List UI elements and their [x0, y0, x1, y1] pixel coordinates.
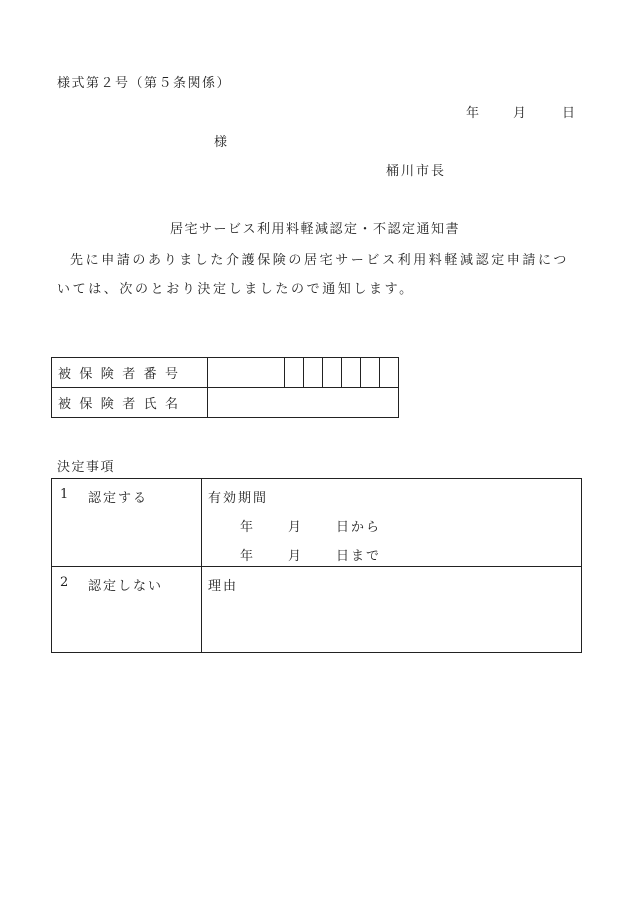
- insured-number-digit-6[interactable]: [380, 358, 399, 388]
- deny-label: 認定しない: [88, 579, 164, 594]
- validity-cell: [202, 479, 582, 567]
- from-month: 月: [288, 520, 304, 535]
- deny-cell: [52, 567, 202, 653]
- deny-number: 2: [60, 575, 71, 590]
- insured-name-field[interactable]: [208, 388, 399, 418]
- from-year: 年: [240, 520, 256, 535]
- validity-label: 有効期間: [208, 491, 269, 506]
- insured-number-label: 被保険者番号: [52, 358, 208, 388]
- decision-table: [51, 478, 582, 653]
- insured-table: [51, 357, 399, 418]
- issuer: 桶川市長: [386, 164, 447, 179]
- date-day: 日: [562, 106, 577, 121]
- decision-heading: 決定事項: [57, 460, 116, 475]
- form-number: 様式第２号（第５条関係）: [57, 76, 232, 91]
- insured-number-digit-2[interactable]: [304, 358, 323, 388]
- to-day: 日まで: [336, 549, 382, 564]
- reason-label: 理由: [208, 579, 239, 594]
- insured-name-label: 被保険者氏名: [52, 388, 208, 418]
- approve-cell: [52, 479, 202, 567]
- to-month: 月: [288, 549, 304, 564]
- insured-number-digit-3[interactable]: [323, 358, 342, 388]
- insured-number-digit-5[interactable]: [361, 358, 380, 388]
- addressee-suffix: 様: [214, 135, 229, 150]
- date-year: 年: [466, 106, 481, 121]
- reason-cell[interactable]: [202, 567, 582, 653]
- insured-number-digit-1[interactable]: [285, 358, 304, 388]
- body-text: 先に申請のありました介護保険の居宅サービス利用料軽減認定申請については、次のとおり決定しましたので通知します。: [57, 253, 569, 297]
- from-day: 日から: [336, 520, 382, 535]
- document-title: 居宅サービス利用料軽減認定・不認定通知書: [169, 222, 460, 237]
- approve-number: 1: [60, 487, 71, 502]
- date-month: 月: [513, 106, 528, 121]
- insured-number-prefix-cell[interactable]: [208, 358, 285, 388]
- to-year: 年: [240, 549, 256, 564]
- approve-label: 認定する: [88, 491, 149, 506]
- insured-number-digit-4[interactable]: [342, 358, 361, 388]
